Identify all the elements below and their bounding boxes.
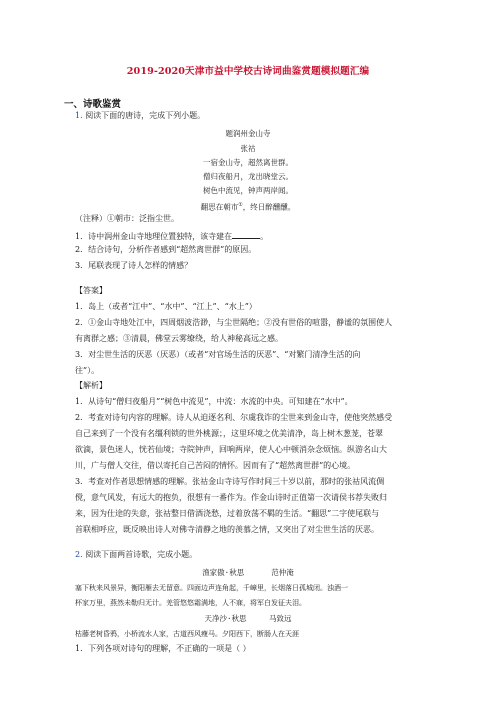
answer-line: 有离群之感；③清晨，佛堂云雾缭绕，给人神秘高远之感。 [75, 334, 283, 343]
sub-question-3: 3．尾联表现了诗人怎样的情感？ [75, 261, 193, 270]
analysis-line: 3．考查对作者思想情感的理解。张祜金山寺诗写作时间三十岁以前，那时的张祜风流倜 [75, 477, 385, 486]
poem-author: 马致远 [269, 614, 292, 623]
analysis-line: 1．从诗句“僧归夜船月”“树色中流见”，中流：水流的中央。可知建在“水中”。 [75, 397, 353, 406]
answer-line: 2．①金山寺地处江中，四周烟波浩渺，与尘世隔绝；②没有世俗的喧嚣，静谧的氛围使人 [75, 318, 393, 327]
poem-line-part: 翻思在朝市 [200, 202, 239, 212]
sub-question-tail: 。 [260, 232, 269, 241]
question-number: 2. [75, 550, 83, 559]
question-number: 1. [75, 111, 83, 120]
question-text: 阅读下面两首诗歌，完成小题。 [85, 550, 198, 559]
answer-line: 3．对尘世生活的厌恶（厌恶）（或者“对官场生活的厌恶”、“对繁门清净生活的向 [75, 350, 361, 359]
answer-line: 往”）。 [75, 366, 100, 375]
sub-question-text: 1．诗中润州金山寺地理位置独特，该寺建在 [75, 232, 233, 241]
poem-title: 题润州金山寺 [225, 129, 271, 138]
analysis-line: 傥，意气风发，有远大的抱负，很想有一番作为。作金山诗时正值第一次请侯书荐失败归 [75, 493, 387, 502]
poem-text-line: 枯藤老树昏鸦，小桥流水人家，古道西风瘦马。夕阳西下，断肠人在天涯 [75, 630, 299, 638]
answer-blank[interactable] [232, 230, 260, 239]
poem-title: 天净沙·秋思 [204, 614, 247, 623]
poem-line: 一宿金山寺，超然离世群。 [203, 158, 293, 167]
analysis-line: 自己来到了一个没有名缰利锁的世外桃源；，这里环境之优美清净，岛上树木葱茏，苍翠 [75, 429, 383, 438]
analysis-line: 欲滴，景色迷人，恍若仙境；寺院钟声，回响两岸，使人心中顿消杂念烦恼。纵游名山大 [75, 445, 387, 454]
poem-author: 范仲淹 [271, 568, 294, 577]
answer-line: 1．岛上（或者“江中”、“水中”、“江上”、“水上”） [75, 302, 257, 311]
poem-text-line: 杯家万里，燕然未勒归无计。羌管悠悠霜满地，人不寐，将军白发征夫泪。 [75, 599, 306, 607]
question-1-prompt [75, 111, 435, 121]
poem-line-last [0, 200, 496, 213]
poem-note: （注释）①朝市：泛指尘世。 [75, 214, 179, 223]
poem-heading-2 [0, 614, 496, 624]
poem-title: 渔家傲·秋思 [202, 568, 245, 577]
analysis-line: 来，因为仕途的失意，张祜整日借酒浇愁，过着放荡不羁的生活。“翻思”二字使尾联与 [75, 509, 380, 518]
poem-line: 僧归夜船月，龙出晓堂云。 [203, 172, 293, 181]
sub-question-choice: 1．下列各项对诗句的理解，不正确的一项是（ ） [75, 644, 251, 653]
poem-line: 树色中流见，钟声两岸闻。 [203, 186, 293, 195]
analysis-line: 首联相呼应，既反映出诗人对佛寺清静之地的羡慕之情，又突出了对尘世生活的厌恶。 [75, 525, 379, 534]
sub-question-2: 2．结合诗句，分析作者感到“超然离世群”的原因。 [75, 245, 257, 254]
document-title: 2019-2020天津市益中学校古诗词曲鉴赏题模拟题汇编 [126, 66, 370, 77]
section-heading-poetry: 一、诗歌鉴赏 [64, 99, 122, 110]
analysis-line: 川，广与僧人交往，借以寄托自己苦闷的情怀。因而有了“超然离世群”的心境。 [75, 461, 356, 470]
answer-heading: 【答案】 [75, 286, 107, 295]
question-text: 阅读下面的唐诗，完成下列小题。 [85, 111, 206, 120]
sub-question-1 [75, 230, 435, 242]
footnote-marker: ① [238, 202, 243, 208]
poem-heading-1 [0, 568, 496, 578]
poem-line-part: ，终日醉醺醺。 [242, 202, 296, 212]
poem-text-line: 塞下秋来风景异，衡阳雁去无留意。四面边声连角起，千嶂里，长烟落日孤城闭。浊酒一 [75, 584, 348, 592]
analysis-line: 2．考查对诗句内容的理解。诗人从迫逐名利、尔虞我诈的尘世来到金山寺，使他突然感受 [75, 413, 393, 422]
question-2-prompt [75, 550, 435, 560]
poem-author: 张祜 [240, 144, 256, 153]
analysis-heading: 【解析】 [75, 381, 107, 390]
